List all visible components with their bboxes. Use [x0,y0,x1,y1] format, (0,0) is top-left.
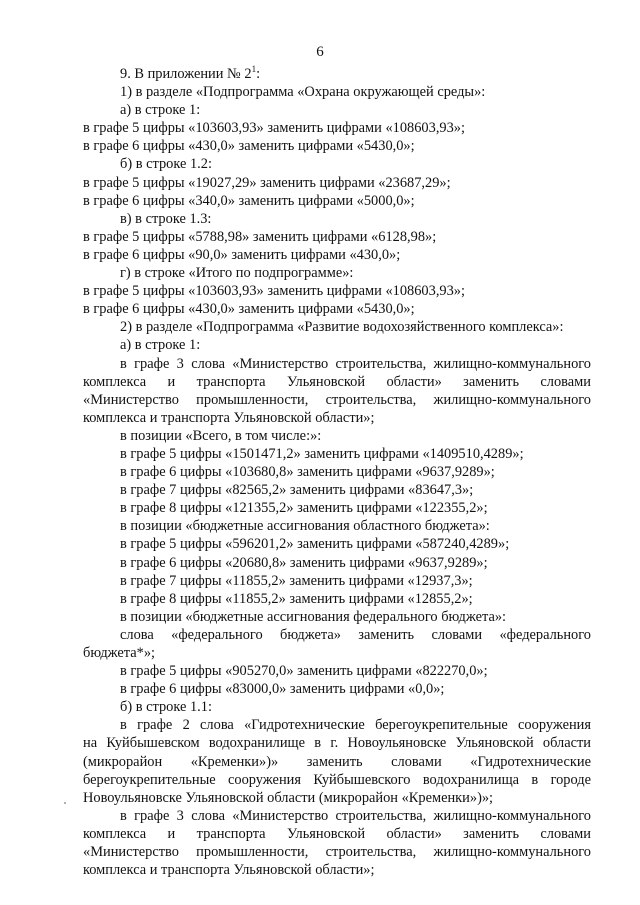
heading-prefix: 9. В приложении № 2 [120,66,252,82]
section-heading [83,65,591,83]
text-line: в графе 5 цифры «5788,98» заменить цифрами «6128,98»; [83,228,437,245]
text-line: в графе 8 цифры «121355,2» заменить цифрами «122355,2»; [120,500,488,517]
text-line: комплекса и транспорта Ульяновской области»; [83,862,375,879]
text-line: слова «федерального бюджета» заменить словами «федерального [120,626,591,643]
text-line: в графе 6 цифры «103680,8» заменить цифрами «9637,9289»; [120,464,495,481]
text-line: б) в строке 1.2: [120,156,212,173]
text-line: б) в строке 1.1: [120,699,212,716]
text-line: в графе 8 цифры «11855,2» заменить цифрами «12855,2»; [120,590,473,607]
text-line: в графе 3 слова «Министерство строительства, жилищно-коммунального [120,355,591,372]
text-line: 1) в разделе «Подпрограмма «Охрана окружающей среды»: [120,84,486,101]
text-line: в графе 7 цифры «11855,2» заменить цифрами «12937,3»; [120,572,473,589]
text-line: в графе 6 цифры «90,0» заменить цифрами «430,0»; [83,246,401,263]
text-line: а) в строке 1: [120,102,201,119]
text-line: в графе 5 цифры «1501471,2» заменить цифрами «1409510,4289»; [120,445,524,462]
heading-suffix: : [256,66,261,82]
document-body [83,65,591,879]
text-line: комплекса и транспорта Ульяновской области» заменить словами [83,373,591,390]
text-line: Новоульяновске Ульяновской области (микрорайон «Кременки»)»; [83,789,494,806]
text-line: в) в строке 1.3: [120,210,212,227]
text-line: в графе 3 слова «Министерство строительства, жилищно-коммунального [120,807,591,824]
text-line: в графе 6 цифры «430,0» заменить цифрами «5430,0»; [83,138,415,155]
text-line: (микрорайон «Кременки»)» заменить словами «Гидротехнические [83,753,591,770]
text-line: в графе 5 цифры «103603,93» заменить цифрами «108603,93»; [83,283,465,300]
text-line: а) в строке 1: [120,337,201,354]
text-line: в позиции «бюджетные ассигнования федерального бюджета»: [120,608,507,625]
heading-superscript: 1 [251,64,257,75]
text-line: комплекса и транспорта Ульяновской области»; [83,409,375,426]
text-line: на Куйбышевском водохранилище в г. Новоульяновске Ульяновской области [83,735,591,752]
text-line: в графе 5 цифры «103603,93» заменить цифрами «108603,93»; [83,120,465,137]
text-line: в позиции «Всего, в том числе:»: [120,427,322,444]
text-line: в графе 7 цифры «82565,2» заменить цифрами «83647,3»; [120,482,474,499]
text-line: 2) в разделе «Подпрограмма «Развитие водохозяйственного комплекса»: [120,319,564,336]
text-line: «Министерство промышленности, строительства, жилищно-коммунального [83,844,591,861]
text-line: в графе 6 цифры «430,0» заменить цифрами «5430,0»; [83,301,415,318]
text-line: г) в строке «Итого по подпрограмме»: [120,265,354,282]
text-line: в графе 5 цифры «596201,2» заменить цифрами «587240,4289»; [120,536,510,553]
text-line: комплекса и транспорта Ульяновской области» заменить словами [83,825,591,842]
text-line: в графе 2 слова «Гидротехнические берегоукрепительные сооружения [120,717,591,734]
text-line: в графе 5 цифры «905270,0» заменить цифрами «822270,0»; [120,663,488,680]
text-line: берегоукрепительные сооружения Куйбышевского водохранилища в городе [83,771,591,788]
text-line: в графе 6 цифры «83000,0» заменить цифрами «0,0»; [120,681,445,698]
text-line: в графе 5 цифры «19027,29» заменить цифрами «23687,29»; [83,174,451,191]
text-line: в графе 6 цифры «340,0» заменить цифрами «5000,0»; [83,192,415,209]
page-number: 6 [316,44,324,60]
text-line: «Министерство промышленности, строительства, жилищно-коммунального [83,391,591,408]
text-line: бюджета*»; [83,645,156,661]
margin-dot [64,802,66,804]
text-line: в графе 6 цифры «20680,8» заменить цифрами «9637,9289»; [120,554,488,571]
text-line: в позиции «бюджетные ассигнования областного бюджета»: [120,518,490,535]
